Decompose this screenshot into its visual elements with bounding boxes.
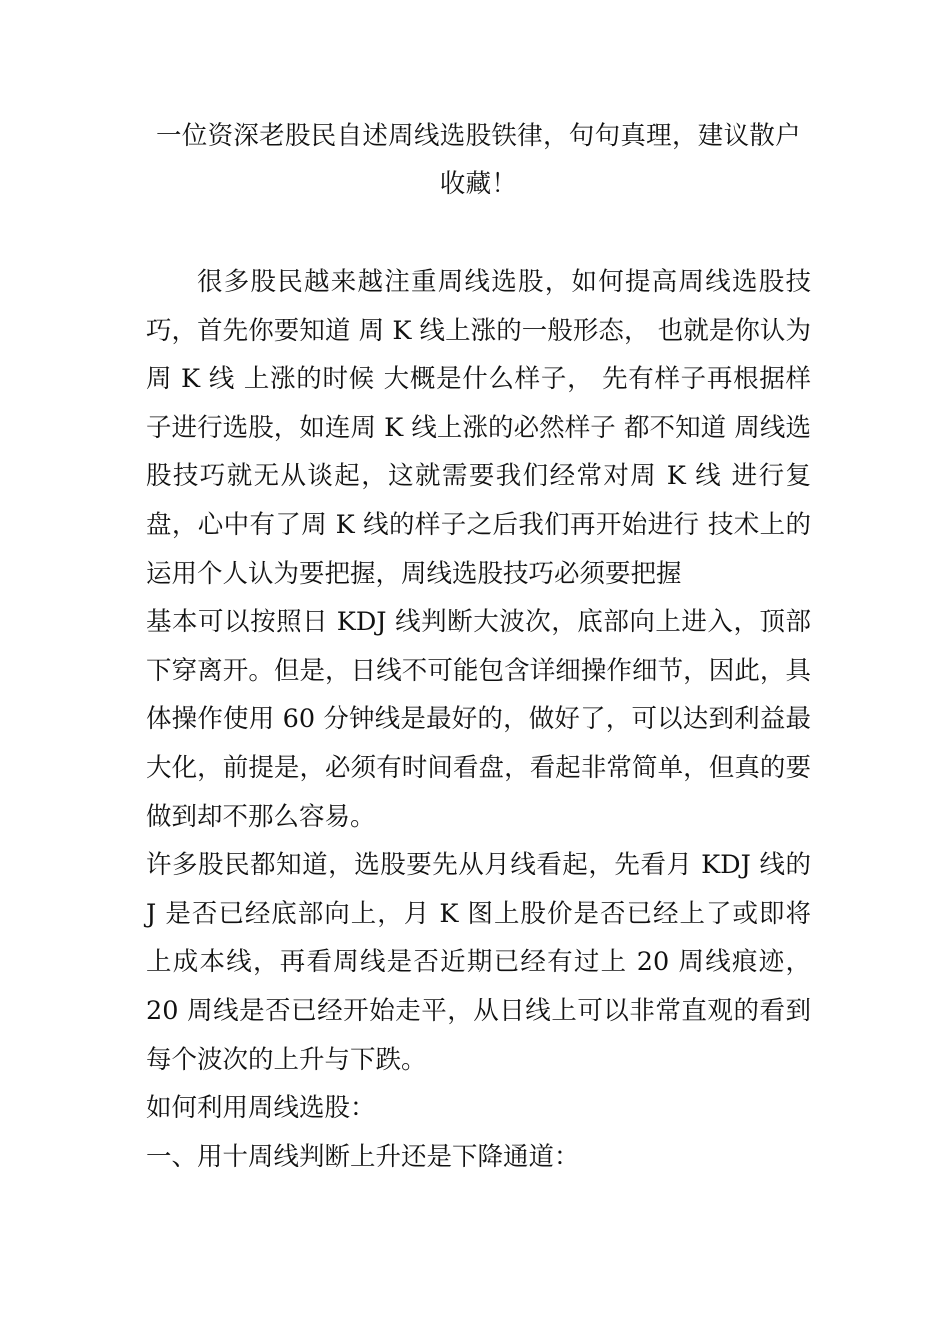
paragraph-intro: 很多股民越来越注重周线选股，如何提高周线选股技巧，首先你要知道 周 K 线上涨的一般形态， 也就是你认为周 K 线 上涨的时候 大概是什么样子， 先有样子再根据样子进行选股，如连周 K 线上涨的必然样子 都不知道 周线选股技巧就无从谈起，这就需要我们经常对周 K 线 进行复盘，心中有了周 K 线的样子之后我们再开始进行 技术上的运用个人认为要把握，周线选股技巧必须要把握 xyxy=(146,267,811,589)
paragraph-monthly-selection: 许多股民都知道，选股要先从月线看起，先看月 KDJ 线的 J 是否已经底部向上，月 K 图上股价是否已经上了或即将上成本线，再看周线是否近期已经有过上 20 周线痕迹，20 周线是否已经开始走平，从日线上可以非常直观的看到每个波次的上升与下跌。 xyxy=(146,850,811,1075)
paragraph-daily-kdj: 基本可以按照日 KDJ 线判断大波次，底部向上进入，顶部下穿离开。但是，日线不可能包含详细操作细节，因此，具体操作使用 60 分钟线是最好的，做好了，可以达到利益最大化，前提是，必须有时间看盘，看起非常简单，但真的要做到却不那么容易。 xyxy=(146,607,811,832)
paragraph-how-to-heading: 如何利用周线选股： xyxy=(146,1093,376,1124)
document-body xyxy=(146,258,811,1181)
document-title: 一位资深老股民自述周线选股铁律，句句真理，建议散户收藏！ xyxy=(155,121,801,199)
paragraph-step-one: 一、用十周线判断上升还是下降通道： xyxy=(146,1141,580,1172)
